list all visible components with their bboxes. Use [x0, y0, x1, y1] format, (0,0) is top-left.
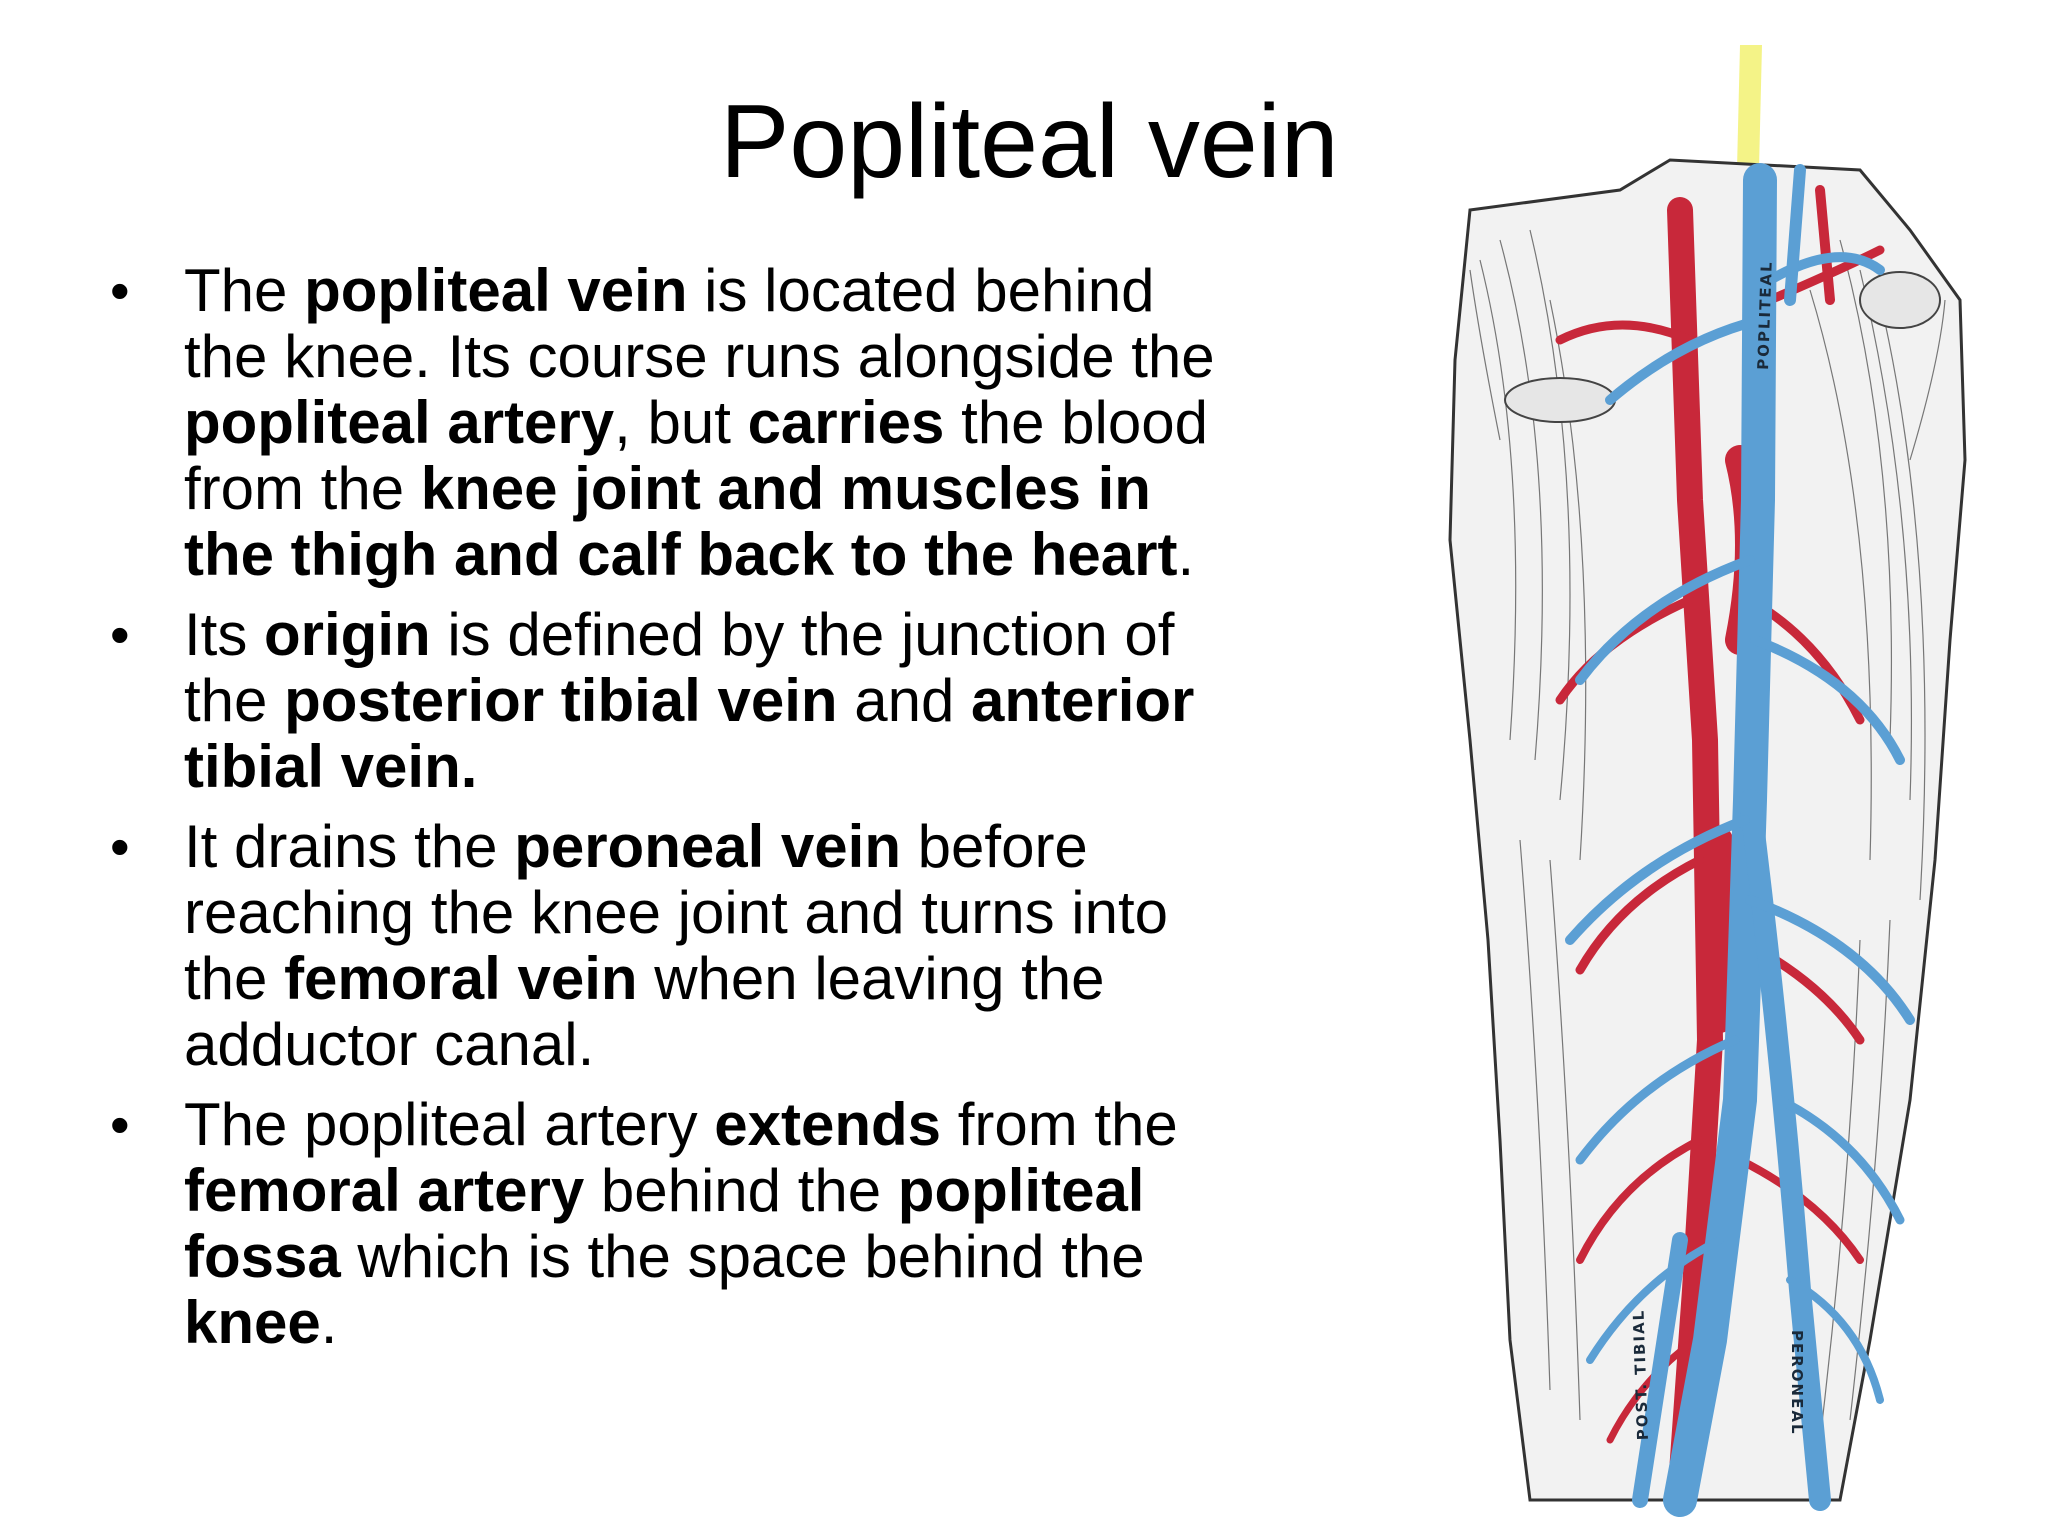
text-run: .	[1177, 521, 1195, 588]
bold-text-run: popliteal vein	[304, 257, 688, 324]
text-run: before reaching the knee joint and turns into the	[184, 813, 1168, 1012]
bullet-text	[184, 813, 1168, 1078]
bold-text-run: origin	[264, 601, 431, 668]
label-popliteal: POPLITEAL	[1754, 260, 1776, 371]
bullet-dot: •	[110, 1093, 130, 1156]
text-run: which is the space behind the	[340, 1223, 1145, 1290]
text-run: The	[184, 257, 305, 324]
bold-text-run: extends	[714, 1091, 942, 1158]
text-run: It drains the	[184, 813, 515, 880]
tendon-right	[1860, 272, 1940, 328]
bold-text-run: anterior tibial vein.	[184, 667, 1195, 800]
text-run: , but	[614, 389, 748, 456]
bullet-dot: •	[110, 815, 130, 878]
text-run: behind the	[584, 1157, 898, 1224]
bold-text-run: popliteal artery	[184, 389, 615, 456]
text-run: The popliteal artery	[184, 1091, 715, 1158]
bullet-item	[104, 814, 1244, 1078]
text-run: from the	[941, 1091, 1178, 1158]
text-run: and	[837, 667, 971, 734]
bold-text-run: carries	[747, 389, 945, 456]
bullet-text	[184, 1091, 1178, 1356]
text-run: is located behind the knee. Its course runs alongside the	[184, 257, 1215, 390]
text-run: Its	[184, 601, 265, 668]
slide-title: Popliteal vein	[720, 84, 1339, 200]
label-post-tibial: POST. TIBIAL	[1629, 1308, 1652, 1441]
bullet-text	[184, 601, 1194, 800]
bold-text-run: femoral vein	[284, 945, 638, 1012]
text-run: .	[320, 1289, 338, 1356]
anatomy-illustration	[1440, 40, 1980, 1520]
text-run: when leaving the adductor canal.	[184, 945, 1105, 1078]
leg-veins-drawing	[1440, 40, 1980, 1520]
bold-text-run: posterior tibial vein	[284, 667, 838, 734]
bullet-item	[104, 1092, 1244, 1356]
bold-text-run: knee joint and muscles in the thigh and calf back to the heart	[184, 455, 1178, 588]
bullet-list	[104, 258, 1244, 1370]
label-peroneal: PERONEAL	[1788, 1330, 1806, 1436]
bullet-dot: •	[110, 603, 130, 666]
bullet-item	[104, 258, 1244, 588]
bullet-dot: •	[110, 259, 130, 322]
bullet-item	[104, 602, 1244, 800]
bold-text-run: femoral artery	[184, 1157, 585, 1224]
bold-text-run: peroneal vein	[514, 813, 901, 880]
tendon-left	[1505, 378, 1615, 422]
text-run: the blood from the	[184, 389, 1208, 522]
text-run: is defined by the junction of the	[184, 601, 1175, 734]
bold-text-run: knee	[184, 1289, 321, 1356]
bullet-text	[184, 257, 1215, 588]
bold-text-run: popliteal fossa	[184, 1157, 1145, 1290]
